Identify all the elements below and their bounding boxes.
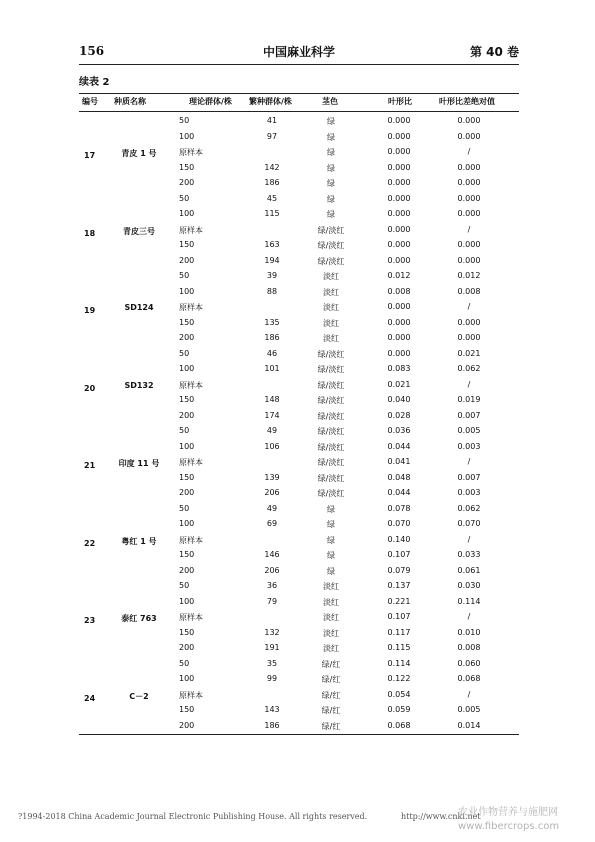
germplasm-name: 青皮 1 号 [121, 149, 157, 159]
propagation-pop-cell: 41 [266, 116, 278, 125]
leaf-ratio-cell: 0.070 [387, 519, 411, 528]
stem-color-cell: 绿 [327, 179, 335, 188]
leaf-ratio-cell: 0.115 [387, 643, 411, 652]
theoretical-pop-cell: 100 [179, 286, 195, 296]
ratio-diff-cell: 0.000 [457, 333, 481, 342]
watermark-line2: www.fibercrops.com [458, 821, 560, 832]
leaf-ratio-cell: 0.000 [387, 255, 411, 265]
stem-color-cell: 绿 [327, 117, 335, 126]
col-header-theoretical: 理论群体/株 [189, 97, 232, 106]
theoretical-pop-cell: 200 [179, 410, 195, 420]
leaf-ratio-cell: 0.000 [387, 348, 411, 358]
ratio-diff-cell: 0.000 [457, 317, 481, 327]
ratio-diff-cell: 0.008 [457, 643, 481, 652]
table-row [79, 331, 519, 346]
table-row [79, 595, 519, 610]
stem-color-cell: 绿/淡红 [317, 349, 345, 359]
propagation-pop-cell: 99 [266, 674, 278, 683]
ratio-diff-cell: / [467, 302, 471, 311]
theoretical-pop-cell: 原样本 [179, 380, 203, 390]
theoretical-pop-cell: 100 [179, 596, 195, 606]
theoretical-pop-cell: 200 [179, 255, 195, 265]
theoretical-pop-cell: 50 [179, 193, 190, 203]
stem-color-cell: 绿/淡红 [317, 442, 345, 452]
theoretical-pop-cell: 50 [179, 503, 190, 513]
theoretical-pop-cell: 原样本 [179, 303, 203, 312]
propagation-pop-cell: 132 [264, 627, 280, 637]
germplasm-name: 青皮三号 [123, 226, 155, 236]
leaf-ratio-cell: 0.000 [387, 333, 411, 342]
table-row [79, 114, 519, 129]
header-rule [79, 64, 519, 65]
ratio-diff-cell: 0.061 [457, 565, 481, 575]
propagation-pop-cell: 186 [264, 178, 280, 187]
page-header [79, 42, 519, 62]
ratio-diff-cell: / [467, 457, 471, 466]
group-number: 23 [84, 616, 96, 626]
ratio-diff-cell: / [467, 689, 471, 699]
stem-color-cell: 绿 [327, 163, 335, 173]
footer-url[interactable]: http://www.cnki.net [401, 812, 481, 821]
ratio-diff-cell: / [467, 534, 471, 544]
propagation-pop-cell: 135 [264, 317, 280, 327]
table-row [79, 486, 519, 501]
propagation-pop-cell: 79 [266, 596, 278, 606]
stem-color-cell: 绿/淡红 [317, 380, 345, 390]
ratio-diff-cell: 0.007 [457, 472, 481, 482]
propagation-pop-cell: 106 [264, 441, 280, 451]
leaf-ratio-cell: 0.107 [387, 612, 411, 621]
ratio-diff-cell: 0.005 [457, 426, 481, 435]
leaf-ratio-cell: 0.041 [387, 457, 411, 466]
propagation-pop-cell: 191 [264, 643, 280, 652]
propagation-pop-cell: 186 [264, 333, 280, 342]
theoretical-pop-cell: 100 [179, 441, 195, 451]
theoretical-pop-cell: 150 [179, 627, 195, 637]
propagation-pop-cell: 186 [264, 720, 280, 730]
ratio-diff-cell: 0.003 [457, 488, 481, 497]
ratio-diff-cell: 0.000 [457, 178, 481, 187]
group-number: 19 [84, 306, 96, 316]
stem-color-cell: 绿 [327, 520, 335, 529]
germplasm-group [79, 536, 519, 551]
col-header-propagation: 繁种群体/株 [249, 97, 292, 106]
leaf-ratio-cell: 0.048 [387, 472, 411, 482]
theoretical-pop-cell: 150 [179, 472, 195, 482]
group-number: 24 [84, 693, 96, 703]
stem-color-cell: 绿/淡红 [317, 473, 345, 483]
leaf-ratio-cell: 0.140 [387, 534, 411, 544]
stem-color-cell: 绿/红 [321, 706, 341, 715]
ratio-diff-cell: 0.000 [457, 240, 481, 249]
leaf-ratio-cell: 0.000 [387, 116, 411, 125]
leaf-ratio-cell: 0.000 [387, 162, 411, 172]
leaf-ratio-cell: 0.000 [387, 193, 411, 203]
theoretical-pop-cell: 原样本 [179, 690, 203, 700]
stem-color-cell: 淡红 [323, 334, 339, 343]
leaf-ratio-cell: 0.078 [387, 503, 411, 513]
leaf-ratio-cell: 0.000 [387, 131, 411, 141]
table-bottom-rule [79, 734, 519, 735]
table-row [79, 502, 519, 517]
propagation-pop-cell: 142 [264, 162, 280, 172]
table-row [79, 579, 519, 594]
propagation-pop-cell: 35 [266, 658, 278, 668]
leaf-ratio-cell: 0.107 [387, 550, 411, 559]
leaf-ratio-cell: 0.079 [387, 565, 411, 575]
theoretical-pop-cell: 150 [179, 395, 195, 404]
ratio-diff-cell: / [467, 224, 471, 234]
stem-color-cell: 绿/淡红 [317, 427, 345, 436]
ratio-diff-cell: 0.062 [457, 503, 481, 513]
ratio-diff-cell: 0.000 [457, 255, 481, 265]
theoretical-pop-cell: 150 [179, 550, 195, 559]
leaf-ratio-cell: 0.000 [387, 178, 411, 187]
leaf-ratio-cell: 0.117 [387, 627, 411, 637]
table-row [79, 564, 519, 579]
propagation-pop-cell: 49 [266, 503, 278, 513]
stem-color-cell: 绿 [327, 194, 335, 204]
stem-color-cell: 绿 [327, 535, 335, 545]
table-row [79, 719, 519, 734]
stem-color-cell: 淡红 [323, 303, 339, 312]
table-row [79, 440, 519, 455]
group-number: 22 [84, 538, 96, 548]
leaf-ratio-cell: 0.044 [387, 488, 411, 497]
leaf-ratio-cell: 0.000 [387, 147, 411, 156]
theoretical-pop-cell: 50 [179, 581, 190, 590]
ratio-diff-cell: 0.010 [457, 627, 481, 637]
germplasm-name: C－2 [129, 691, 149, 701]
leaf-ratio-cell: 0.114 [387, 658, 411, 668]
watermark-line1: 农业作物营养与施肥网 [458, 807, 558, 818]
leaf-ratio-cell: 0.008 [387, 286, 411, 296]
germplasm-name: 泰红 763 [121, 614, 157, 624]
theoretical-pop-cell: 150 [179, 240, 195, 249]
propagation-pop-cell: 163 [264, 240, 280, 249]
ratio-diff-cell: 0.000 [457, 162, 481, 172]
ratio-diff-cell: 0.021 [457, 348, 481, 358]
leaf-ratio-cell: 0.000 [387, 224, 411, 234]
stem-color-cell: 淡红 [323, 287, 339, 297]
stem-color-cell: 绿/红 [321, 690, 341, 700]
propagation-pop-cell: 148 [264, 395, 280, 404]
theoretical-pop-cell: 150 [179, 162, 195, 172]
propagation-pop-cell: 97 [266, 131, 278, 141]
theoretical-pop-cell: 200 [179, 178, 195, 187]
theoretical-pop-cell: 100 [179, 209, 195, 218]
table-row [79, 424, 519, 439]
page-number: 156 [79, 44, 105, 58]
theoretical-pop-cell: 50 [179, 116, 190, 125]
table-row [79, 254, 519, 269]
propagation-pop-cell: 194 [264, 255, 280, 265]
propagation-pop-cell: 88 [266, 286, 278, 296]
group-number: 17 [84, 151, 96, 161]
ratio-diff-cell: 0.033 [457, 550, 481, 559]
stem-color-cell: 淡红 [323, 597, 339, 607]
germplasm-group [79, 151, 519, 163]
leaf-ratio-cell: 0.054 [387, 689, 411, 699]
theoretical-pop-cell: 200 [179, 643, 195, 652]
group-number: 21 [84, 461, 96, 471]
propagation-pop-cell: 146 [264, 550, 280, 559]
propagation-pop-cell: 174 [264, 410, 280, 420]
germplasm-group [79, 616, 519, 628]
stem-color-cell: 绿/淡红 [317, 256, 345, 266]
ratio-diff-cell: 0.007 [457, 410, 481, 420]
stem-color-cell: 绿/淡红 [317, 489, 345, 498]
propagation-pop-cell: 36 [266, 581, 278, 590]
propagation-pop-cell: 101 [264, 364, 280, 373]
ratio-diff-cell: 0.014 [457, 720, 481, 730]
col-header-stem-color: 茎色 [322, 97, 338, 106]
col-header-name: 种质名称 [114, 97, 146, 106]
ratio-diff-cell: / [467, 379, 471, 389]
stem-color-cell: 绿/淡红 [317, 411, 345, 421]
germplasm-group [79, 380, 519, 396]
stem-color-cell: 绿 [327, 504, 335, 514]
leaf-ratio-cell: 0.021 [387, 379, 411, 389]
ratio-diff-cell: 0.070 [457, 519, 481, 528]
propagation-pop-cell: 45 [266, 193, 278, 203]
table-caption: 续表 2 [79, 77, 110, 88]
table-row [79, 130, 519, 145]
table-row [79, 176, 519, 191]
table-top-rule [79, 93, 519, 94]
theoretical-pop-cell: 200 [179, 333, 195, 342]
stem-color-cell: 淡红 [323, 582, 339, 591]
theoretical-pop-cell: 200 [179, 488, 195, 497]
theoretical-pop-cell: 150 [179, 705, 195, 714]
ratio-diff-cell: 0.000 [457, 131, 481, 141]
theoretical-pop-cell: 150 [179, 317, 195, 327]
stem-color-cell: 绿/红 [321, 659, 341, 669]
table-row [79, 192, 519, 207]
leaf-ratio-cell: 0.040 [387, 395, 411, 404]
theoretical-pop-cell: 50 [179, 348, 190, 358]
theoretical-pop-cell: 100 [179, 364, 195, 373]
leaf-ratio-cell: 0.000 [387, 302, 411, 311]
germplasm-group [79, 303, 519, 318]
col-header-leaf-ratio: 叶形比 [388, 97, 412, 106]
stem-color-cell: 淡红 [323, 628, 339, 638]
propagation-pop-cell: 115 [264, 209, 280, 218]
stem-color-cell: 绿/淡红 [317, 365, 345, 374]
theoretical-pop-cell: 100 [179, 519, 195, 528]
table-row [79, 409, 519, 424]
theoretical-pop-cell: 200 [179, 565, 195, 575]
table-row [79, 347, 519, 362]
table-row [79, 269, 519, 284]
stem-color-cell: 淡红 [323, 644, 339, 653]
theoretical-pop-cell: 50 [179, 426, 190, 435]
leaf-ratio-cell: 0.068 [387, 720, 411, 730]
propagation-pop-cell: 139 [264, 472, 280, 482]
table-mid-rule [79, 111, 519, 112]
stem-color-cell: 淡红 [323, 318, 339, 328]
ratio-diff-cell: 0.068 [457, 674, 481, 683]
stem-color-cell: 绿 [327, 132, 335, 142]
leaf-ratio-cell: 0.012 [387, 271, 411, 280]
stem-color-cell: 淡红 [323, 272, 339, 281]
theoretical-pop-cell: 100 [179, 674, 195, 683]
table-row [79, 672, 519, 687]
ratio-diff-cell: 0.005 [457, 705, 481, 714]
leaf-ratio-cell: 0.000 [387, 209, 411, 218]
watermark [458, 806, 559, 834]
copyright-notice: ?1994-2018 China Academic Journal Electronic Publishing House. All rights reserved. [18, 812, 368, 821]
ratio-diff-cell: 0.060 [457, 658, 481, 668]
table-row [79, 517, 519, 532]
germplasm-name: SD132 [124, 380, 154, 390]
col-header-ratio-diff: 叶形比差绝对值 [439, 97, 495, 106]
leaf-ratio-cell: 0.000 [387, 240, 411, 249]
theoretical-pop-cell: 200 [179, 720, 195, 730]
stem-color-cell: 绿 [327, 551, 335, 560]
journal-name: 中国麻业科学 [262, 45, 335, 59]
theoretical-pop-cell: 100 [179, 131, 195, 141]
germplasm-name: 粤红 1 号 [121, 536, 157, 546]
theoretical-pop-cell: 原样本 [179, 148, 203, 157]
propagation-pop-cell: 46 [266, 348, 278, 358]
theoretical-pop-cell: 原样本 [179, 458, 203, 467]
germplasm-name: SD124 [124, 303, 154, 313]
ratio-diff-cell: 0.114 [457, 596, 481, 606]
leaf-ratio-cell: 0.221 [387, 596, 411, 606]
leaf-ratio-cell: 0.044 [387, 441, 411, 451]
stem-color-cell: 绿/淡红 [317, 241, 345, 250]
leaf-ratio-cell: 0.059 [387, 705, 411, 714]
propagation-pop-cell: 143 [264, 705, 280, 714]
ratio-diff-cell: 0.000 [457, 116, 481, 125]
ratio-diff-cell: / [467, 147, 471, 156]
stem-color-cell: 绿/红 [321, 721, 341, 731]
leaf-ratio-cell: 0.036 [387, 426, 411, 435]
propagation-pop-cell: 69 [266, 519, 278, 528]
germplasm-name: 印度 11 号 [118, 459, 160, 469]
stem-color-cell: 绿 [327, 566, 335, 576]
propagation-pop-cell: 49 [266, 426, 278, 435]
leaf-ratio-cell: 0.000 [387, 317, 411, 327]
leaf-ratio-cell: 0.083 [387, 364, 411, 373]
ratio-diff-cell: 0.003 [457, 441, 481, 451]
stem-color-cell: 绿/红 [321, 675, 341, 684]
propagation-pop-cell: 39 [266, 271, 278, 280]
ratio-diff-cell: 0.000 [457, 209, 481, 218]
theoretical-pop-cell: 50 [179, 658, 190, 668]
leaf-ratio-cell: 0.028 [387, 410, 411, 420]
germplasm-group [79, 691, 519, 706]
theoretical-pop-cell: 原样本 [179, 613, 203, 622]
stem-color-cell: 绿/淡红 [317, 396, 345, 405]
table-header-row [79, 95, 519, 109]
ratio-diff-cell: 0.000 [457, 193, 481, 203]
table-row [79, 657, 519, 672]
stem-color-cell: 绿 [327, 148, 335, 157]
ratio-diff-cell: 0.012 [457, 271, 481, 280]
table-row [79, 641, 519, 656]
col-header-no: 编号 [82, 97, 98, 106]
germplasm-group [79, 461, 519, 473]
stem-color-cell: 绿/淡红 [317, 225, 345, 235]
theoretical-pop-cell: 原样本 [179, 535, 203, 545]
group-number: 20 [84, 383, 96, 393]
ratio-diff-cell: 0.062 [457, 364, 481, 373]
table-row [79, 362, 519, 377]
leaf-ratio-cell: 0.137 [387, 581, 411, 590]
stem-color-cell: 淡红 [323, 613, 339, 622]
volume-label: 第 40 卷 [469, 45, 519, 59]
ratio-diff-cell: 0.008 [457, 286, 481, 296]
propagation-pop-cell: 206 [264, 488, 280, 497]
theoretical-pop-cell: 50 [179, 271, 190, 280]
leaf-ratio-cell: 0.122 [387, 674, 411, 683]
ratio-diff-cell: / [467, 612, 471, 621]
theoretical-pop-cell: 原样本 [179, 225, 203, 235]
stem-color-cell: 绿/淡红 [317, 458, 345, 467]
ratio-diff-cell: 0.019 [457, 395, 481, 404]
group-number: 18 [84, 228, 96, 238]
stem-color-cell: 绿 [327, 210, 335, 219]
germplasm-group [79, 226, 519, 241]
ratio-diff-cell: 0.030 [457, 581, 481, 590]
table-row [79, 285, 519, 300]
propagation-pop-cell: 206 [264, 565, 280, 575]
table-row [79, 207, 519, 222]
